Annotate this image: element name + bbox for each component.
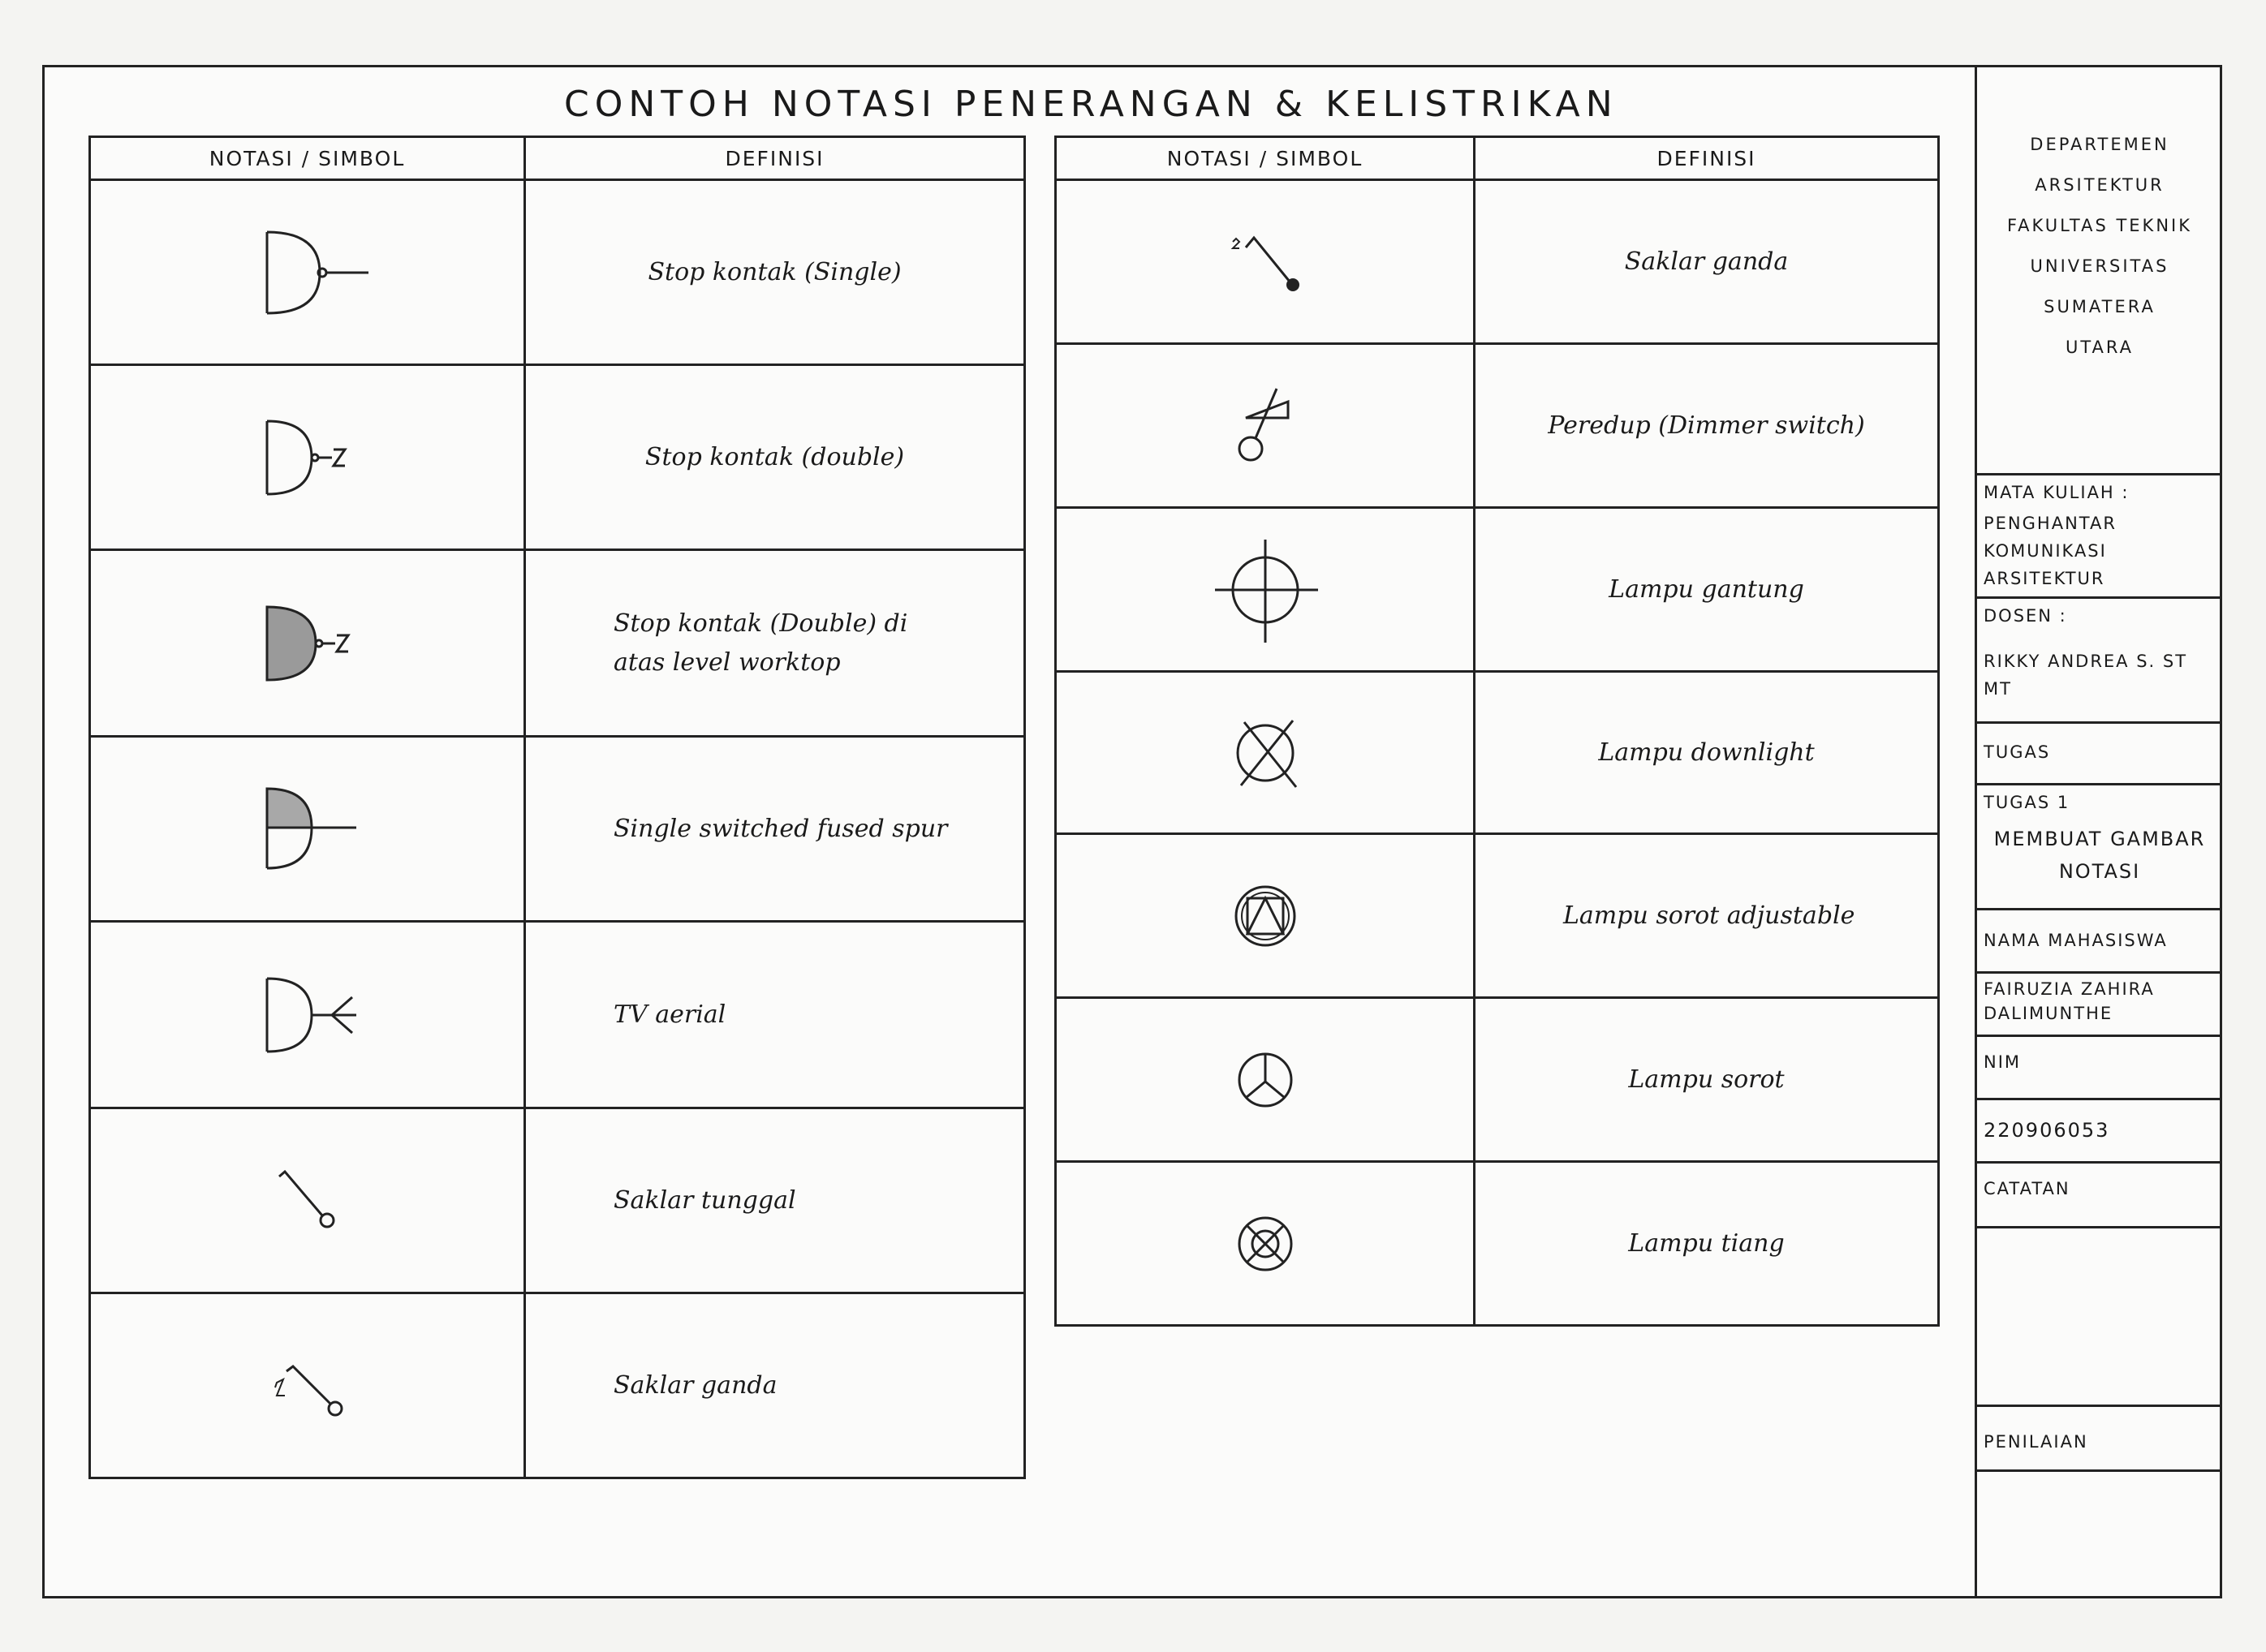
table-row — [1056, 180, 1939, 344]
notes-field — [1977, 1226, 2222, 1405]
grade-label-field — [1977, 1405, 2222, 1469]
table-row — [90, 180, 1025, 365]
definition-cell: Lampu sorot adjustable — [1475, 834, 1939, 998]
socket-single-icon — [235, 216, 381, 329]
definition-cell: Stop kontak (Single) — [525, 180, 1025, 365]
table-row — [90, 1293, 1025, 1478]
table-row — [90, 922, 1025, 1108]
double-switch-icon — [235, 1329, 381, 1443]
header-symbol: NOTASI / SIMBOL — [1056, 137, 1475, 180]
nim-value: 220906053 — [1984, 1119, 2110, 1142]
dimmer-switch-icon — [1192, 369, 1338, 483]
definition-cell: Single switched fused spur — [525, 737, 1025, 922]
double-switch-icon — [1192, 205, 1338, 319]
definition-cell: Peredup (Dimmer switch) — [1475, 344, 1939, 508]
dept-line: DEPARTEMEN — [2030, 135, 2169, 154]
notation-table-left — [88, 136, 1026, 1479]
definition-cell: Lampu sorot — [1475, 998, 1939, 1162]
table-row — [1056, 998, 1939, 1162]
grade-field — [1977, 1469, 2222, 1596]
table-row — [1056, 834, 1939, 998]
socket-double-worktop-icon — [235, 587, 381, 700]
sheet-title: CONTOH NOTASI PENERANGAN & KELISTRIKAN — [564, 84, 1618, 125]
title-block — [1975, 67, 2222, 1596]
downlight-icon — [1192, 696, 1338, 810]
student-label: NAMA MAHASISWA — [1984, 931, 2168, 950]
student-field — [1977, 971, 2222, 1035]
lecturer-value: RIKKY ANDREA S. ST MT — [1984, 652, 2188, 699]
course-value: PENGHANTAR KOMUNIKASI ARSITEKTUR — [1984, 514, 2117, 588]
adjustable-spotlight-icon — [1192, 859, 1338, 973]
nim-label-field — [1977, 1035, 2222, 1098]
student-value: FAIRUZIA ZAHIRA DALIMUNTHE — [1984, 979, 2155, 1023]
task-value: TUGAS 1 — [1984, 793, 2070, 812]
table-row — [90, 365, 1025, 550]
table-row — [1056, 672, 1939, 834]
table-row — [1056, 344, 1939, 508]
definition-cell: Lampu downlight — [1475, 672, 1939, 834]
task-description: MEMBUAT GAMBAR NOTASI — [1993, 828, 2206, 883]
fused-spur-icon — [235, 772, 381, 886]
grade-label: PENILAIAN — [1984, 1432, 2088, 1452]
definition-cell: Lampu tiang — [1475, 1162, 1939, 1326]
course-label: MATA KULIAH : — [1984, 483, 2130, 502]
header-symbol: NOTASI / SIMBOL — [90, 137, 525, 180]
definition-cell: Lampu gantung — [1475, 508, 1939, 672]
notation-table-right — [1054, 136, 1940, 1327]
pendant-lamp-icon — [1192, 533, 1338, 647]
nim-field — [1977, 1098, 2222, 1161]
tv-aerial-icon — [235, 958, 381, 1072]
definition-cell: Saklar tunggal — [525, 1108, 1025, 1293]
drawing-sheet — [42, 65, 2222, 1598]
dept-line: UTARA — [2065, 338, 2135, 357]
definition-cell: Stop kontak (Double) di atas level worktop — [525, 550, 1025, 737]
lecturer-label: DOSEN : — [1984, 606, 2067, 626]
table-row — [90, 550, 1025, 737]
task-field — [1977, 783, 2222, 908]
dept-line: SUMATERA — [2044, 297, 2156, 316]
notes-label: CATATAN — [1984, 1179, 2070, 1198]
student-label-field — [1977, 908, 2222, 971]
task-label-field — [1977, 721, 2222, 783]
pole-lamp-icon — [1192, 1187, 1338, 1301]
spotlight-icon — [1192, 1023, 1338, 1137]
task-label: TUGAS — [1984, 742, 2051, 762]
table-row — [90, 737, 1025, 922]
table-row — [1056, 1162, 1939, 1326]
single-switch-icon — [235, 1144, 381, 1258]
dept-line: FAKULTAS TEKNIK — [2006, 216, 2192, 235]
dept-line: UNIVERSITAS — [2030, 256, 2169, 276]
header-definition: DEFINISI — [1475, 137, 1939, 180]
course-field — [1977, 473, 2222, 596]
lecturer-field — [1977, 596, 2222, 721]
dept-line: ARSITEKTUR — [2035, 175, 2165, 195]
table-row — [90, 1108, 1025, 1293]
table-row — [1056, 508, 1939, 672]
department-block — [1977, 124, 2222, 368]
definition-cell: TV aerial — [525, 922, 1025, 1108]
notes-label-field — [1977, 1161, 2222, 1226]
socket-double-icon — [235, 401, 381, 514]
definition-cell: Saklar ganda — [525, 1293, 1025, 1478]
nim-label: NIM — [1984, 1052, 2022, 1072]
definition-cell: Saklar ganda — [1475, 180, 1939, 344]
header-definition: DEFINISI — [525, 137, 1025, 180]
definition-cell: Stop kontak (double) — [525, 365, 1025, 550]
